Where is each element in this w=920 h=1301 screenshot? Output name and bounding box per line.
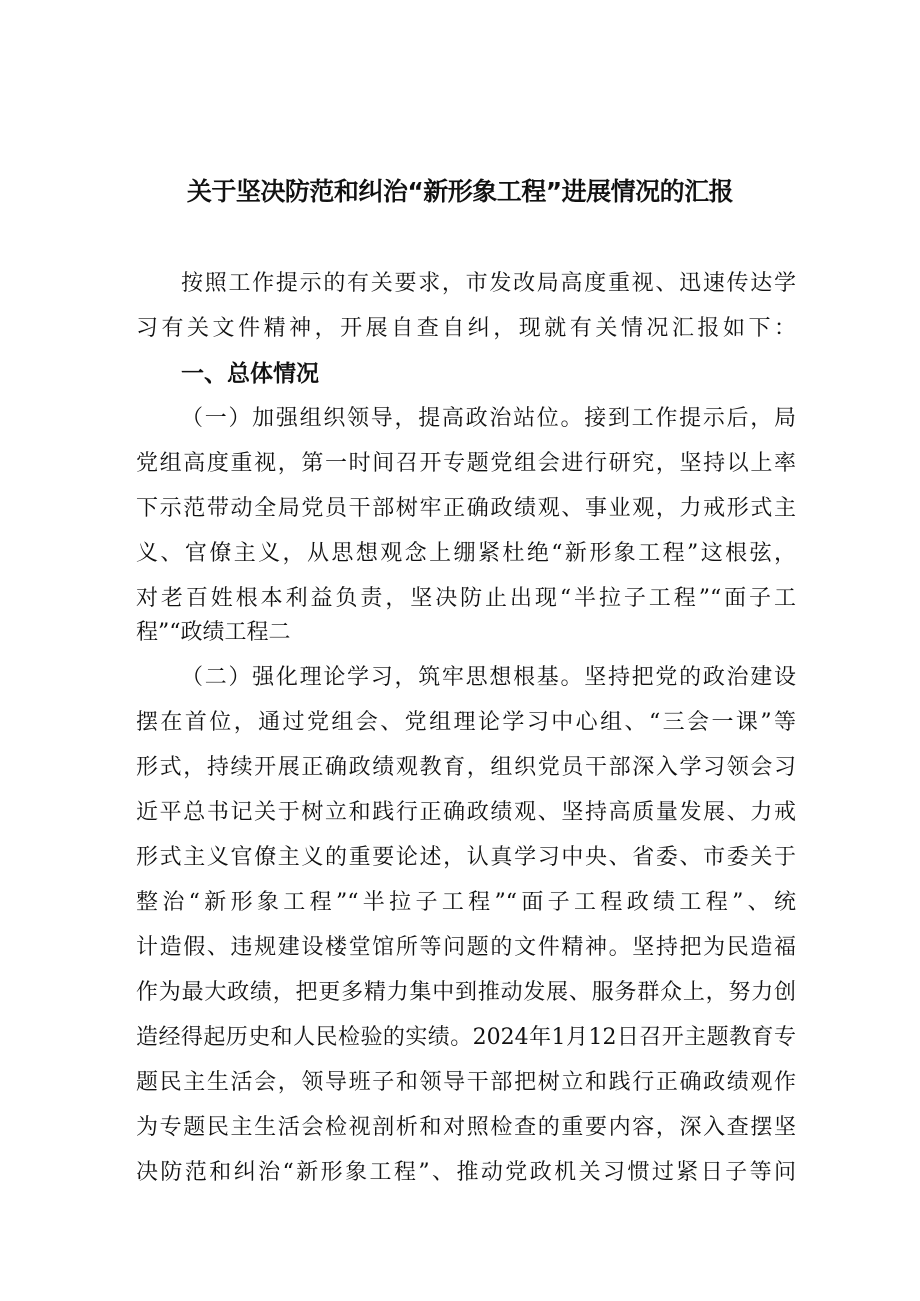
intro-line: 习有关文件精神，开展自查自纠，现就有关情况汇报如下： [136, 316, 796, 341]
paragraph-line: 近平总书记关于树立和践行正确政绩观、坚持高质量发展、力戒 [136, 800, 796, 825]
paragraph-line: 计造假、违规建设楼堂馆所等问题的文件精神。坚持把为民造福 [136, 935, 796, 960]
paragraph-line: （二）强化理论学习，筑牢思想根基。坚持把党的政治建设 [181, 665, 796, 690]
section-heading: 一、总体情况 [181, 361, 319, 387]
paragraph-line: 为专题民主生活会检视剖析和对照检查的重要内容，深入查摆坚 [136, 1115, 796, 1140]
paragraph-line: （一）加强组织领导，提高政治站位。接到工作提示后，局 [181, 406, 796, 431]
paragraph-line: 决防范和纠治“新形象工程”、推动党政机关习惯过紧日子等问 [136, 1160, 796, 1185]
intro-line: 按照工作提示的有关要求，市发改局高度重视、迅速传达学 [181, 271, 796, 296]
paragraph-line: 党组高度重视，第一时间召开专题党组会进行研究，坚持以上率 [136, 451, 796, 476]
paragraph-line: 对老百姓根本利益负责，坚决防止出现“半拉子工程”“面子工 [136, 586, 796, 611]
document-title: 关于坚决防范和纠治“新形象工程”进展情况的汇报 [186, 177, 734, 206]
paragraph-line: 形式，持续开展正确政绩观教育，组织党员干部深入学习领会习 [136, 755, 796, 780]
paragraph-line: 作为最大政绩，把更多精力集中到推动发展、服务群众上，努力创 [136, 980, 796, 1005]
paragraph-line: 造经得起历史和人民检验的实绩。2024年1月12日召开主题教育专 [136, 1025, 796, 1050]
paragraph-line: 题民主生活会，领导班子和领导干部把树立和践行正确政绩观作 [136, 1070, 796, 1095]
paragraph-line: 义、官僚主义，从思想观念上绷紧杜绝“新形象工程”这根弦， [136, 541, 796, 566]
paragraph-line: 程”“政绩工程二 [136, 620, 291, 645]
paragraph-line: 摆在首位，通过党组会、党组理论学习中心组、“三会一课”等 [136, 710, 796, 735]
paragraph-line: 形式主义官僚主义的重要论述，认真学习中央、省委、市委关于 [136, 845, 796, 870]
paragraph-line: 整治“新形象工程”“半拉子工程”“面子工程政绩工程”、统 [136, 890, 796, 915]
paragraph-line: 下示范带动全局党员干部树牢正确政绩观、事业观，力戒形式主 [136, 496, 796, 521]
